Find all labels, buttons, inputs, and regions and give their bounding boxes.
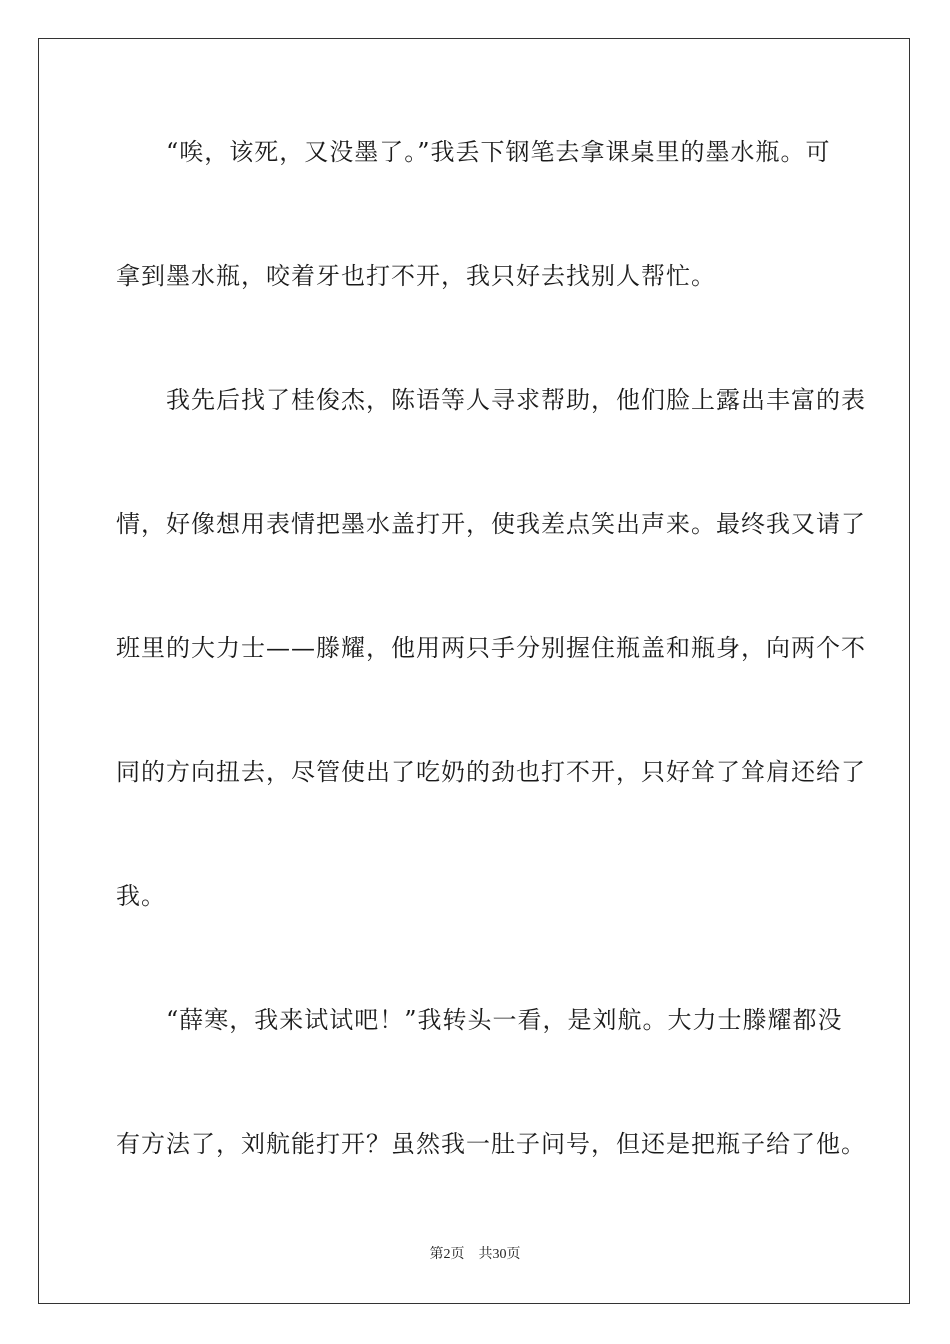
paragraph-2-line-4: 同的方向扭去，尽管使出了吃奶的劲也打不开，只好耸了耸肩还给了: [116, 758, 866, 786]
paragraph-1-line-1: “唉，该死，又没墨了。”我丢下钢笔去拿课桌里的墨水瓶。可: [166, 138, 831, 166]
paragraph-3-line-1: “薛寒，我来试试吧！”我转头一看，是刘航。大力士滕耀都没: [166, 1006, 843, 1034]
page-number: 第2页: [429, 1247, 465, 1262]
paragraph-2-line-1: 我先后找了桂俊杰，陈语等人寻求帮助，他们脸上露出丰富的表: [166, 386, 866, 414]
page-footer: [0, 1246, 950, 1264]
paragraph-3-line-2: 有方法了，刘航能打开？虽然我一肚子问号，但还是把瓶子给了他。: [116, 1130, 866, 1158]
page-border: [38, 38, 910, 1304]
paragraph-2-line-3: 班里的大力士——滕耀，他用两只手分别握住瓶盖和瓶身，向两个不: [116, 634, 866, 662]
page-total: 共30页: [478, 1247, 521, 1262]
paragraph-1-line-2: 拿到墨水瓶，咬着牙也打不开，我只好去找别人帮忙。: [116, 262, 716, 290]
paragraph-2-line-5: 我。: [116, 882, 166, 910]
paragraph-2-line-2: 情，好像想用表情把墨水盖打开，使我差点笑出声来。最终我又请了: [116, 510, 866, 538]
